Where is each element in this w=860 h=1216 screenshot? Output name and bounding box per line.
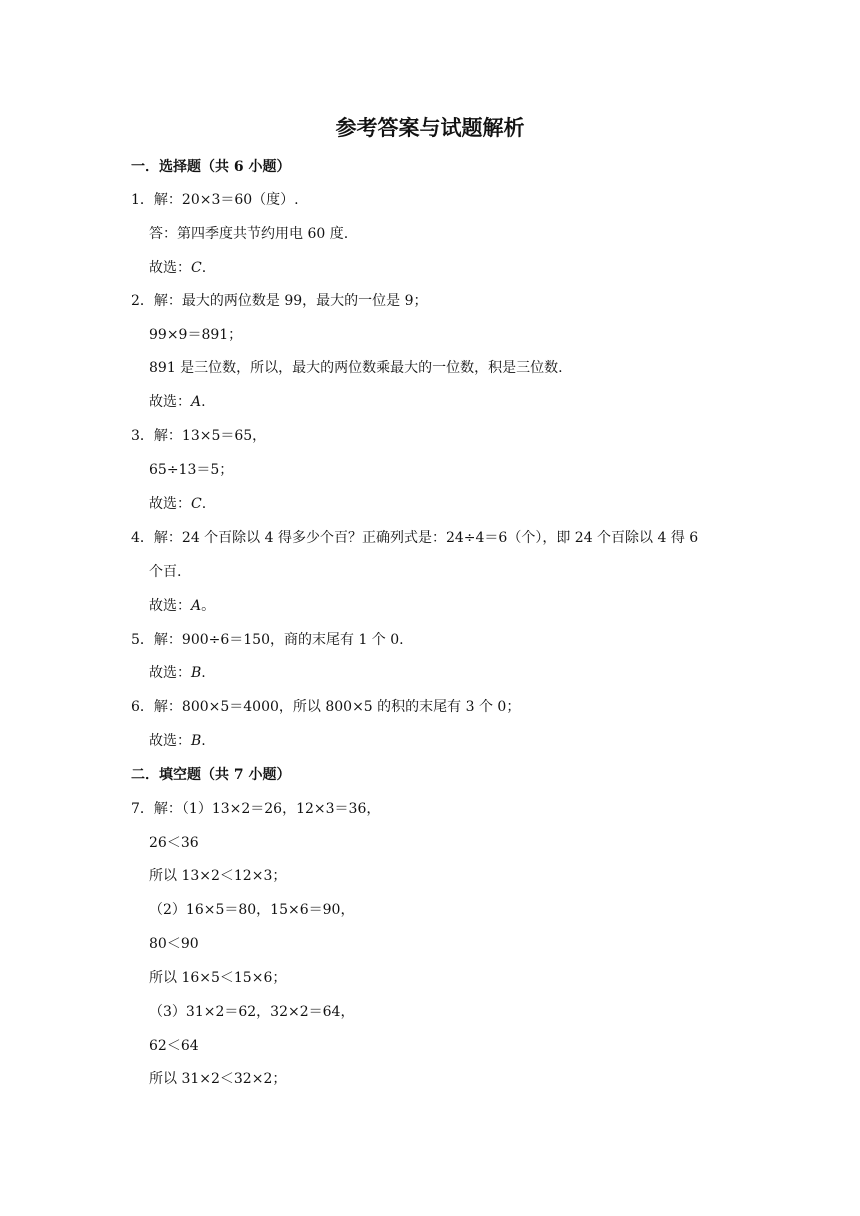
q2-answer xyxy=(149,392,206,412)
q7-line-6: 所以 16×5＜15×6； xyxy=(149,970,287,986)
q1-line-1: 1．解：20×3＝60（度）. xyxy=(131,192,299,208)
q7-line-3: 所以 13×2＜12×3； xyxy=(149,868,287,884)
section-heading-choice: 一．选择题（共 6 小题） xyxy=(131,159,291,175)
q1-line-2: 答：第四季度共节约用电 60 度. xyxy=(149,226,349,242)
q4-answer xyxy=(149,596,215,616)
answer-prefix: 故选： xyxy=(149,394,191,410)
answer-suffix: . xyxy=(201,665,206,681)
answer-prefix: 故选： xyxy=(149,598,191,614)
q7-line-7: （3）31×2＝62，32×2＝64， xyxy=(149,1004,355,1020)
q7-line-4: （2）16×5＝80，15×6＝90， xyxy=(149,902,355,918)
answer-suffix: . xyxy=(201,733,206,749)
page-title: 参考答案与试题解析 xyxy=(335,115,525,140)
q7-line-9: 所以 31×2＜32×2； xyxy=(149,1071,287,1087)
answer-suffix: . xyxy=(201,394,206,410)
answer-letter: C xyxy=(191,260,202,276)
q5-line-1: 5．解：900÷6＝150，商的末尾有 1 个 0. xyxy=(131,632,404,648)
answer-letter: A xyxy=(191,394,202,410)
answer-suffix: 。 xyxy=(201,598,216,614)
answer-suffix: . xyxy=(201,496,207,512)
answer-suffix: . xyxy=(201,260,207,276)
q6-answer xyxy=(149,731,206,751)
answer-letter: A xyxy=(191,598,202,614)
q4-line-1: 4．解：24 个百除以 4 得多少个百？正确列式是：24÷4＝6（个），即 24 个百除以 4 得 6 xyxy=(131,530,699,546)
q6-line-1: 6．解：800×5＝4000，所以 800×5 的积的末尾有 3 个 0； xyxy=(131,699,521,715)
q2-line-3: 891 是三位数，所以，最大的两位数乘最大的一位数，积是三位数. xyxy=(149,360,563,376)
q7-line-2: 26＜36 xyxy=(149,835,199,851)
q5-answer xyxy=(149,663,206,683)
q3-line-2: 65÷13＝5； xyxy=(149,462,234,478)
answer-prefix: 故选： xyxy=(149,665,191,681)
answer-prefix: 故选： xyxy=(149,496,191,512)
answer-prefix: 故选： xyxy=(149,260,191,276)
q2-line-2: 99×9＝891； xyxy=(149,327,243,343)
q1-answer xyxy=(149,258,206,278)
answer-letter: B xyxy=(191,665,202,681)
section-heading-fill: 二．填空题（共 7 小题） xyxy=(131,767,291,783)
q7-line-8: 62＜64 xyxy=(149,1038,199,1054)
q7-line-1: 7．解：（1）13×2＝26，12×3＝36， xyxy=(131,801,381,817)
q3-answer xyxy=(149,494,206,514)
answer-letter: C xyxy=(191,496,202,512)
q2-line-1: 2．解：最大的两位数是 99，最大的一位是 9； xyxy=(131,293,428,309)
answer-prefix: 故选： xyxy=(149,733,191,749)
q7-line-5: 80＜90 xyxy=(149,936,199,952)
answer-letter: B xyxy=(191,733,202,749)
q4-line-2: 个百. xyxy=(149,564,182,580)
q3-line-1: 3．解：13×5＝65， xyxy=(131,428,267,444)
